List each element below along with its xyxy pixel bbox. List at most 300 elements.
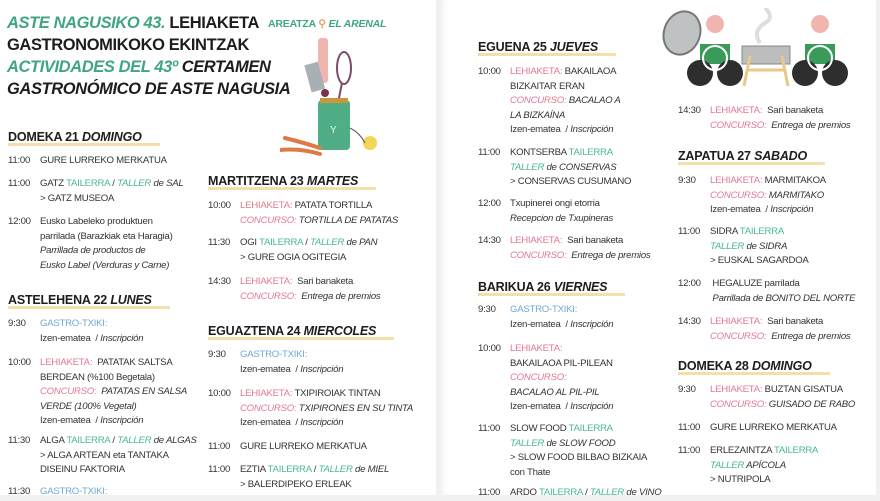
day-heading xyxy=(478,38,616,56)
entry-time: 10:00 xyxy=(478,343,501,354)
entry-text: PATATAK SALTSA xyxy=(92,357,173,368)
entry-line xyxy=(40,414,187,429)
entry-text: de ALGAS xyxy=(151,435,197,446)
entry-text: GURE LURREKO MERKATUA xyxy=(240,441,367,452)
entry-text: TAILERRA xyxy=(739,226,784,237)
entry-line xyxy=(510,234,650,249)
entry-line xyxy=(510,161,631,176)
entry-text: LEHIAKETA: xyxy=(510,235,563,246)
entry-text: / xyxy=(302,237,311,248)
entry-text: Sari banaketa xyxy=(562,235,624,246)
entry-text: GASTRO-TXIKI: xyxy=(40,318,108,329)
entry-line xyxy=(40,463,197,478)
entry-description xyxy=(710,104,850,133)
entry-text: SIDRA xyxy=(710,226,740,237)
entry-line xyxy=(710,444,818,459)
entry-text: TAILERRA xyxy=(267,464,312,475)
entry-line xyxy=(40,259,173,274)
entry-text: PATATAS EN SALSA xyxy=(96,386,187,397)
entry-line xyxy=(710,473,818,488)
entry-line xyxy=(510,386,613,401)
entry-text: Inscripción xyxy=(100,332,144,344)
entry-text: > NUTRIPOLA xyxy=(710,474,771,485)
entry-text: BACALAO A xyxy=(566,95,621,106)
entry-text: BACALAO AL PIL-PIL xyxy=(510,386,600,398)
entry-text: CONCURSO: xyxy=(240,290,297,302)
day-heading-es: DOMINGO xyxy=(81,130,142,144)
entry-description xyxy=(240,387,413,431)
entry-text: CONCURSO: xyxy=(40,386,97,397)
entry-description xyxy=(240,275,380,304)
day-heading xyxy=(8,128,160,146)
title-line: GASTRONOMIKOKO EKINTZAK xyxy=(7,36,249,54)
day-heading-es: DOMINGO xyxy=(751,359,812,373)
entry-text: con Thate xyxy=(510,466,551,478)
entry-text: Izen-ematea xyxy=(240,363,291,375)
entry-description xyxy=(510,234,650,263)
entry-description xyxy=(510,422,647,480)
entry-description xyxy=(510,197,613,226)
entry-text: GUISADO DE RABO xyxy=(766,398,856,410)
day-heading-eu: EGUAZTENA 24 xyxy=(208,324,301,338)
entry-time: 11:00 xyxy=(678,445,701,456)
entry-line xyxy=(40,434,197,449)
entry-text: BERDEAN (%100 Begetala) xyxy=(40,371,155,383)
entry-description xyxy=(710,421,837,436)
entry-time: 9:30 xyxy=(8,318,26,329)
entry-line xyxy=(510,342,613,357)
entry-text: de VINO xyxy=(623,487,662,498)
entry-time: 9:30 xyxy=(678,175,696,186)
entry-text: de SLOW FOOD xyxy=(544,437,616,449)
entry-text: PATATA TORTILLA xyxy=(292,200,373,211)
entry-text: Izen-ematea xyxy=(240,417,291,428)
entry-line xyxy=(510,65,621,80)
entry-text: Entrega de premios xyxy=(296,290,381,302)
entry-line xyxy=(40,356,187,371)
entry-line xyxy=(40,371,187,386)
entry-text: Eusko Label (Verduras y Carne) xyxy=(40,259,170,271)
entry-text: de PAN xyxy=(344,237,378,248)
entry-text: LEHIAKETA: xyxy=(710,175,763,186)
entry-text: GURE LURREKO MERKATUA xyxy=(710,422,837,433)
entry-line xyxy=(510,451,647,466)
entry-text: > GURE OGIA OGITEGIA xyxy=(240,251,347,263)
entry-line xyxy=(710,315,850,330)
entry-description xyxy=(710,383,855,412)
entry-text: / xyxy=(760,204,771,215)
entry-text: / xyxy=(582,487,590,498)
entry-time: 14:30 xyxy=(208,276,231,287)
entry-time: 11:00 xyxy=(478,423,501,434)
entry-line xyxy=(710,119,850,134)
entry-text: VERDE (100% Vegetal) xyxy=(40,400,137,412)
entry-line xyxy=(510,303,613,318)
entry-text: > BALERDIPEKO ERLEAK xyxy=(240,478,352,490)
entry-text: LA BIZKAÍNA xyxy=(510,109,566,121)
entry-text: CONCURSO: xyxy=(240,214,297,226)
entry-time: 11:00 xyxy=(208,464,231,475)
entry-time: 9:30 xyxy=(208,349,226,360)
entry-text: SLOW FOOD xyxy=(510,423,569,434)
entry-text: / xyxy=(110,435,118,446)
entry-description xyxy=(510,146,631,190)
entry-description xyxy=(710,277,855,306)
entry-time: 11:30 xyxy=(8,486,31,497)
entry-time: 10:00 xyxy=(208,388,231,399)
entry-line xyxy=(240,275,380,290)
entry-text: Izen-ematea xyxy=(510,124,561,135)
entry-text: / xyxy=(311,464,319,475)
entry-line xyxy=(710,203,826,218)
entry-text: LEHIAKETA: xyxy=(240,200,293,211)
entry-time: 9:30 xyxy=(678,384,696,395)
entry-description xyxy=(710,174,826,218)
entry-description xyxy=(40,215,173,273)
entry-time: 11:00 xyxy=(8,155,31,166)
entry-text: TALLER xyxy=(710,240,745,252)
entry-line xyxy=(710,421,837,436)
day-heading-eu: BARIKUA 26 xyxy=(478,280,551,294)
entry-text: > EUSKAL SAGARDOA xyxy=(710,255,809,266)
entry-line xyxy=(710,104,850,119)
entry-description xyxy=(240,348,343,377)
entry-description xyxy=(510,65,621,138)
entry-text: GASTRO-TXIKI: xyxy=(240,349,308,360)
entry-text: TXIPIROIAK TINTAN xyxy=(292,388,381,399)
entry-line xyxy=(40,154,167,169)
day-heading xyxy=(478,278,625,296)
entry-line xyxy=(510,371,613,386)
page-title xyxy=(7,12,290,100)
entry-line xyxy=(710,383,855,398)
title-green: ASTE NAGUSIKO 43. xyxy=(7,14,166,32)
day-heading-es: MIERCOLES xyxy=(303,324,377,338)
entry-text: / xyxy=(90,332,101,344)
entry-text: > GATZ MUSEOA xyxy=(40,192,115,204)
entry-line xyxy=(710,330,850,345)
entry-line xyxy=(510,422,647,437)
entry-text: / xyxy=(560,318,571,330)
entry-text: / xyxy=(290,363,301,375)
entry-time: 11:30 xyxy=(8,435,31,446)
entry-text: Inscripción xyxy=(100,415,144,426)
entry-time: 14:30 xyxy=(678,105,701,116)
day-heading xyxy=(8,291,170,309)
entry-description xyxy=(710,315,850,344)
entry-text: Txupinerei ongi etorria xyxy=(510,198,600,209)
entry-text: TAILERRA xyxy=(259,237,303,248)
entry-description xyxy=(40,317,143,346)
entry-text: GURE LURREKO MERKATUA xyxy=(40,155,167,166)
entry-line xyxy=(710,292,855,307)
entry-text: APÍCOLA xyxy=(744,459,786,471)
subtitle-line: GASTRONÓMICO DE ASTE NAGUSIA xyxy=(7,80,291,98)
day-heading xyxy=(208,322,394,340)
entry-line xyxy=(240,387,413,402)
entry-text: Izen-ematea xyxy=(40,332,91,344)
entry-text: Izen-ematea xyxy=(710,204,761,215)
entry-line xyxy=(710,240,809,255)
entry-text: CONCURSO: xyxy=(510,249,567,261)
entry-text: CONCURSO: xyxy=(710,119,767,131)
entry-time: 11:00 xyxy=(478,147,501,158)
right-page xyxy=(440,0,876,498)
entry-text: MARMITAKO xyxy=(766,189,824,201)
entry-text: KONTSERBA xyxy=(510,147,569,158)
entry-line xyxy=(510,437,647,452)
entry-line xyxy=(710,459,818,474)
entry-description xyxy=(240,440,367,455)
entry-text: > ALGA ARTEAN eta TANTAKA xyxy=(40,449,169,461)
entry-line xyxy=(510,249,650,264)
entry-text: CONCURSO: xyxy=(510,95,567,106)
entry-description xyxy=(710,444,818,488)
entry-text: > CONSERVAS CUSUMANO xyxy=(510,176,632,187)
entry-line xyxy=(710,174,826,189)
subtitle-black: CERTAMEN xyxy=(181,58,271,76)
entry-text: ALGA xyxy=(40,435,67,446)
entry-description xyxy=(40,434,197,478)
map-pin-icon: ⚲ xyxy=(318,18,326,30)
entry-line xyxy=(510,197,613,212)
day-heading-es: VIERNES xyxy=(553,280,608,294)
entry-text: Entrega de premios xyxy=(566,249,651,261)
entry-line xyxy=(40,177,184,192)
entry-text: / xyxy=(560,124,571,135)
entry-text: TORTILLA DE PATATAS xyxy=(296,214,399,226)
entry-line xyxy=(40,244,173,259)
entry-text: CONCURSO: xyxy=(710,189,767,201)
entry-text: de MIEL xyxy=(352,464,390,475)
entry-text: parrilada (Barazkiak eta Haragia) xyxy=(40,230,173,242)
entry-line xyxy=(510,486,661,501)
entry-text: Inscripción xyxy=(570,124,614,135)
entry-time: 14:30 xyxy=(678,316,701,327)
day-heading-es: MARTES xyxy=(306,174,359,188)
day-heading-eu: ZAPATUA 27 xyxy=(678,149,751,163)
entry-line xyxy=(40,230,173,245)
day-heading-eu: EGUENA 25 xyxy=(478,40,547,54)
entry-text: de SAL xyxy=(151,178,184,189)
entry-text: Inscripción xyxy=(770,204,814,215)
entry-description xyxy=(710,225,809,269)
entry-line xyxy=(40,485,107,500)
entry-time: 14:30 xyxy=(478,235,501,246)
entry-line xyxy=(510,146,631,161)
entry-text: LEHIAKETA: xyxy=(710,316,763,327)
day-heading xyxy=(208,172,376,190)
entry-text: de SIDRA xyxy=(744,240,788,252)
entry-text: LEHIAKETA: xyxy=(40,357,93,368)
entry-text: Izen-ematea xyxy=(510,401,561,412)
entry-line xyxy=(240,363,343,378)
entry-description xyxy=(40,356,187,429)
entry-time: 12:00 xyxy=(8,216,31,227)
entry-line xyxy=(510,123,621,138)
entry-time: 11:00 xyxy=(678,422,701,433)
entry-time: 11:00 xyxy=(8,178,31,189)
entry-text: MARMITAKOA xyxy=(762,175,826,186)
entry-line xyxy=(40,385,187,400)
location-es: EL ARENAL xyxy=(328,18,387,30)
entry-description xyxy=(240,463,389,492)
entry-line xyxy=(510,357,613,372)
entry-text: CONCURSO: xyxy=(510,372,567,383)
entry-text: TAILERRA xyxy=(774,445,819,456)
location xyxy=(268,18,386,30)
entry-text: BAKAILAOA xyxy=(562,66,617,77)
location-eu: AREATZA xyxy=(268,18,316,30)
entry-text: Parrillada de BONITO DEL NORTE xyxy=(710,292,856,304)
entry-text: Inscripción xyxy=(570,318,614,330)
entry-line xyxy=(510,466,647,481)
entry-text: Sari banaketa xyxy=(292,276,354,287)
entry-line xyxy=(40,215,173,230)
entry-text: LEHIAKETA: xyxy=(510,343,563,354)
entry-line xyxy=(240,416,413,431)
entry-text: Inscripción xyxy=(570,401,614,412)
entry-description xyxy=(240,236,377,265)
entry-text: EZTIA xyxy=(240,464,268,475)
entry-line xyxy=(510,175,631,190)
entry-text: / xyxy=(109,178,118,189)
entry-line xyxy=(510,318,613,333)
entry-text: LEHIAKETA: xyxy=(510,66,563,77)
entry-text: TAILERRA xyxy=(66,178,110,189)
entry-text: HEGALUZE parrilada xyxy=(710,278,800,289)
day-heading-es: LUNES xyxy=(110,293,152,307)
entry-time: 11:00 xyxy=(478,487,501,498)
entry-description xyxy=(40,177,184,206)
entry-text: GASTRO-TXIKI: xyxy=(510,304,578,315)
day-heading-eu: MARTITZENA 23 xyxy=(208,174,304,188)
entry-text: LEHIAKETA: xyxy=(240,276,293,287)
entry-line xyxy=(510,80,621,95)
entry-text: GASTRO-TXIKI: xyxy=(40,486,108,497)
entry-time: 10:00 xyxy=(478,66,501,77)
entry-line xyxy=(510,94,621,109)
entry-time: 11:00 xyxy=(678,226,701,237)
entry-line xyxy=(240,290,380,305)
entry-text: Entrega de premios xyxy=(766,330,851,342)
title-black: LEHIAKETA xyxy=(169,14,260,32)
day-heading xyxy=(678,147,825,165)
entry-text: Inscripción xyxy=(300,363,344,375)
entry-text: CONCURSO: xyxy=(240,402,297,414)
entry-text: Izen-ematea xyxy=(40,415,91,426)
entry-text: Entrega de premios xyxy=(766,119,851,131)
entry-line xyxy=(240,236,377,251)
entry-time: 11:30 xyxy=(208,237,231,248)
entry-text: TAILERRA xyxy=(568,147,613,158)
entry-text: ARDO xyxy=(510,487,539,498)
entry-text: Izen-ematea xyxy=(510,318,561,330)
entry-text: TAILERRA xyxy=(568,423,613,434)
entry-text: LEHIAKETA: xyxy=(240,388,293,399)
entry-time: 10:00 xyxy=(208,200,231,211)
entry-line xyxy=(510,400,613,415)
entry-line xyxy=(40,332,143,347)
entry-line xyxy=(710,225,809,240)
entry-line xyxy=(240,478,389,493)
entry-description xyxy=(40,485,107,500)
entry-line xyxy=(510,212,613,227)
entry-line xyxy=(240,440,367,455)
entry-text: TALLER xyxy=(318,464,353,475)
entry-text: TALLER xyxy=(510,161,545,173)
entry-text: Eusko Labeleko produktuen xyxy=(40,216,153,227)
entry-text: Sari banaketa xyxy=(762,316,824,327)
day-heading xyxy=(678,357,830,375)
entry-text: de CONSERVAS xyxy=(544,161,617,173)
entry-text: Inscripción xyxy=(300,417,344,428)
entry-text: / xyxy=(290,417,301,428)
entry-line xyxy=(40,317,143,332)
entry-text: Sari banaketa xyxy=(762,105,824,116)
day-heading-es: JUEVES xyxy=(549,40,599,54)
entry-text: TALLER xyxy=(117,435,152,446)
entry-text: TAILERRA xyxy=(538,487,583,498)
entry-time: 11:00 xyxy=(208,441,231,452)
entry-text: / xyxy=(90,415,101,426)
entry-line xyxy=(40,449,197,464)
entry-time: 12:00 xyxy=(678,278,701,289)
chefs-cooking-illustration xyxy=(660,8,860,88)
entry-text: BUZTAN GISATUA xyxy=(762,384,843,395)
day-heading-es: SABADO xyxy=(754,149,808,163)
entry-text: CONCURSO: xyxy=(710,330,767,342)
entry-text: LEHIAKETA: xyxy=(710,384,763,395)
entry-text: TALLER xyxy=(117,178,152,189)
entry-line xyxy=(710,277,855,292)
entry-text: Recepcion de Txupineras xyxy=(510,212,614,224)
entry-text: TALLER xyxy=(510,437,545,449)
entry-text: DISEINU FAKTORIA xyxy=(40,464,125,475)
entry-text: / xyxy=(560,401,571,412)
entry-text: CONCURSO: xyxy=(710,398,767,410)
entry-text: TALLER xyxy=(589,487,624,498)
subtitle-green: ACTIVIDADES DEL 43º xyxy=(7,58,178,76)
entry-line xyxy=(40,192,184,207)
entry-line xyxy=(40,400,187,415)
entry-text: TALLER xyxy=(310,237,345,248)
entry-text: BIZKAITAR ERAN xyxy=(510,80,585,92)
entry-text: OGI xyxy=(240,237,260,248)
entry-line xyxy=(710,398,855,413)
entry-line xyxy=(710,189,826,204)
entry-line xyxy=(240,214,398,229)
left-page xyxy=(0,0,436,495)
day-heading-eu: ASTELEHENA 22 xyxy=(8,293,108,307)
entry-text: ERLEZAINTZA xyxy=(710,445,774,456)
entry-text: TAILERRA xyxy=(66,435,110,446)
entry-time: 10:00 xyxy=(8,357,31,368)
entry-text: > SLOW FOOD BILBAO BIZKAIA xyxy=(510,452,648,463)
day-heading-eu: DOMEKA 21 xyxy=(8,130,79,144)
entry-line xyxy=(710,254,809,269)
entry-time: 12:00 xyxy=(478,198,501,209)
entry-description xyxy=(240,199,398,228)
entry-description xyxy=(510,342,613,415)
entry-text: LEHIAKETA: xyxy=(710,105,763,116)
entry-line xyxy=(240,348,343,363)
entry-description xyxy=(40,154,167,169)
entry-text: TXIPIRONES EN SU TINTA xyxy=(296,402,414,414)
entry-line xyxy=(240,463,389,478)
entry-line xyxy=(240,402,413,417)
entry-text: Parrillada de productos de xyxy=(40,245,146,256)
